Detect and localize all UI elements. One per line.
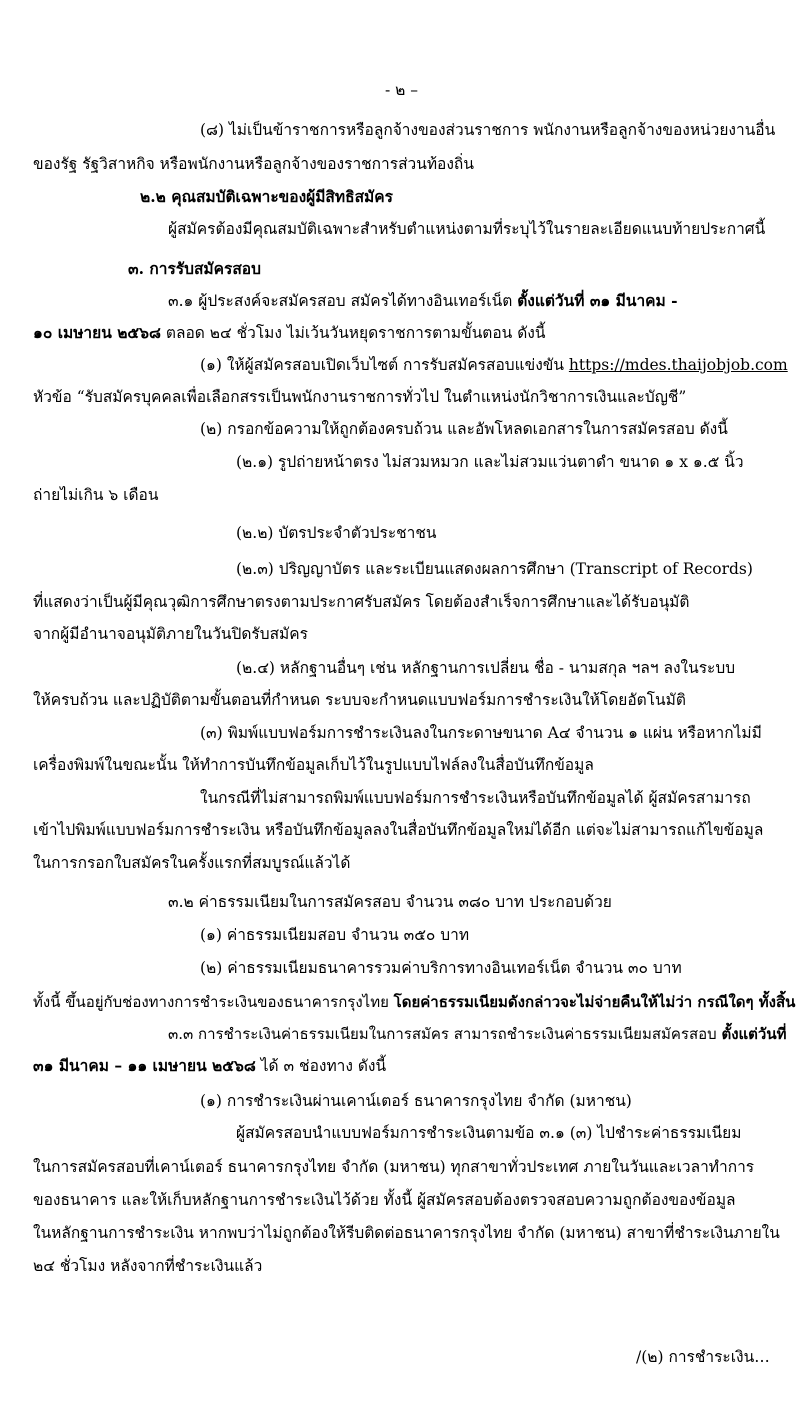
paragraph-line: ผู้สมัครสอบนำแบบฟอร์มการชำระเงินตามข้อ ๓.๑ (๓) ไปชำระค่าธรรมเนียม xyxy=(236,1124,742,1142)
paragraph-line: เข้าไปพิมพ์แบบฟอร์มการชำระเงิน หรือบันทึกข้อมูลลงในสื่อบันทึกข้อมูลใหม่ได้อีก แต่จะไม่สามารถแก้ไขข้อมูล xyxy=(33,821,764,839)
paragraph-line xyxy=(168,1024,796,1044)
paragraph-line: ของรัฐ รัฐวิสาหกิจ หรือพนักงานหรือลูกจ้างของราชการส่วนท้องถิ่น xyxy=(33,155,474,173)
application-period-end: ๑๐ เมษายน ๒๕๖๘ xyxy=(33,323,161,342)
paragraph-line: จากผู้มีอำนาจอนุมัติภายในวันปิดรับสมัคร xyxy=(33,625,308,643)
paragraph-line: (๘) ไม่เป็นข้าราชการหรือลูกจ้างของส่วนราชการ พนักงานหรือลูกจ้างของหน่วยงานอื่น xyxy=(200,121,776,139)
line-text: (๑) ให้ผู้สมัครสอบเปิดเว็บไซต์ การรับสมัครสอบแข่งขัน xyxy=(200,356,569,374)
paragraph-line: ในกรณีที่ไม่สามารถพิมพ์แบบฟอร์มการชำระเงินหรือบันทึกข้อมูลได้ ผู้สมัครสามารถ xyxy=(200,789,751,807)
paragraph-line: ให้ครบถ้วน และปฏิบัติตามขั้นตอนที่กำหนด ระบบจะกำหนดแบบฟอร์มการชำระเงินให้โดยอัตโนมัติ xyxy=(33,691,686,709)
line-text: ๓.๑ ผู้ประสงค์จะสมัครสอบ สมัครได้ทางอินเทอร์เน็ต xyxy=(168,292,518,310)
line-text: ตลอด ๒๔ ชั่วโมง ไม่เว้นวันหยุดราชการตามขั้นตอน ดังนี้ xyxy=(160,324,546,342)
paragraph-line: (๒.๔) หลักฐานอื่นๆ เช่น หลักฐานการเปลี่ยน ชื่อ - นามสกุล ฯลฯ ลงในระบบ xyxy=(236,659,736,677)
paragraph-line: ผู้สมัครต้องมีคุณสมบัติเฉพาะสำหรับตำแหน่งตามที่ระบุไว้ในรายละเอียดแนบท้ายประกาศนี้ xyxy=(168,220,766,238)
paragraph-line: ๒๔ ชั่วโมง หลังจากที่ชำระเงินแล้ว xyxy=(33,1257,263,1275)
continuation-note: /(๒) การชำระเงิน… xyxy=(636,1348,770,1366)
paragraph-line: หัวข้อ “รับสมัครบุคคลเพื่อเลือกสรรเป็นพนักงานราชการทั่วไป ในตำแหน่งนักวิชาการเงินและบัญชี” xyxy=(33,388,687,406)
paragraph-line: (๒.๑) รูปถ่ายหน้าตรง ไม่สวมหมวก และไม่สวมแว่นตาดำ ขนาด ๑ x ๑.๕ นิ้ว xyxy=(236,453,744,471)
paragraph-line: (๒.๒) บัตรประจำตัวประชาชน xyxy=(236,524,437,542)
paragraph-line: ในหลักฐานการชำระเงิน หากพบว่าไม่ถูกต้องให้รีบติดต่อธนาคารกรุงไทย จำกัด (มหาชน) สาขาที่ชำระเงินภายใน xyxy=(33,1224,780,1242)
section-heading: ๒.๒ คุณสมบัติเฉพาะของผู้มีสิทธิสมัคร xyxy=(140,187,393,206)
paragraph-line: (๒) ค่าธรรมเนียมธนาคารรวมค่าบริการทางอินเทอร์เน็ต จำนวน ๓๐ บาท xyxy=(200,959,682,977)
paragraph-line: (๓) พิมพ์แบบฟอร์มการชำระเงินลงในกระดาษขนาด A๔ จำนวน ๑ แผ่น หรือหากไม่มี xyxy=(200,724,762,742)
paragraph-line: (๒.๓) ปริญญาบัตร และระเบียนแสดงผลการศึกษา (Transcript of Records) xyxy=(236,560,753,578)
paragraph-line: (๑) ค่าธรรมเนียมสอบ จำนวน ๓๕๐ บาท xyxy=(200,926,470,944)
application-website-link[interactable]: https://mdes.thaijobjob.com xyxy=(568,356,788,374)
paragraph-line: ในการสมัครสอบที่เคาน์เตอร์ ธนาคารกรุงไทย จำกัด (มหาชน) ทุกสาขาทั่วประเทศ ภายในวันและเวลาทำการ xyxy=(33,1158,755,1176)
payment-period-start: ตั้งแต่วันที่ xyxy=(721,1025,787,1043)
paragraph-line: ที่แสดงว่าเป็นผู้มีคุณวุฒิการศึกษาตรงตามประกาศรับสมัคร โดยต้องสำเร็จการศึกษาและได้รับอนุมัติ xyxy=(33,593,690,611)
paragraph-line xyxy=(168,291,793,311)
paragraph-line: (๑) การชำระเงินผ่านเคาน์เตอร์ ธนาคารกรุงไทย จำกัด (มหาชน) xyxy=(200,1092,632,1110)
paragraph-line xyxy=(33,323,793,343)
non-refundable-notice: โดยค่าธรรมเนียมดังกล่าวจะไม่จ่ายคืนให้ไม่ว่า กรณีใดๆ ทั้งสิ้น xyxy=(393,993,796,1011)
paragraph-line xyxy=(33,992,798,1012)
paragraph-line: ของธนาคาร และให้เก็บหลักฐานการชำระเงินไว้ด้วย ทั้งนี้ ผู้สมัครสอบต้องตรวจสอบความถูกต้องของข้อมูล xyxy=(33,1191,736,1209)
application-period-start: ตั้งแต่วันที่ ๓๑ มีนาคม - xyxy=(517,291,678,310)
line-text: ทั้งนี้ ขึ้นอยู่กับช่องทางการชำระเงินของธนาคารกรุงไทย xyxy=(33,993,394,1011)
paragraph-line: (๒) กรอกข้อความให้ถูกต้องครบถ้วน และอัพโหลดเอกสารในการสมัครสอบ ดังนี้ xyxy=(200,420,728,438)
section-heading: ๓. การรับสมัครสอบ xyxy=(128,259,261,278)
paragraph-line: ๓.๒ ค่าธรรมเนียมในการสมัครสอบ จำนวน ๓๘๐ บาท ประกอบด้วย xyxy=(168,893,612,911)
paragraph-line xyxy=(200,355,795,375)
payment-period-end: ๓๑ มีนาคม – ๑๑ เมษายน ๒๕๖๘ xyxy=(33,1056,256,1075)
page-number: - ๒ – xyxy=(385,81,419,99)
line-text: ๓.๓ การชำระเงินค่าธรรมเนียมในการสมัคร สามารถชำระเงินค่าธรรมเนียมสมัครสอบ xyxy=(168,1025,722,1043)
paragraph-line: ถ่ายไม่เกิน ๖ เดือน xyxy=(33,486,159,504)
paragraph-line: ในการกรอกใบสมัครในครั้งแรกที่สมบูรณ์แล้วได้ xyxy=(33,854,351,872)
line-text: ได้ ๓ ช่องทาง ดังนี้ xyxy=(255,1057,387,1075)
paragraph-line xyxy=(33,1056,386,1076)
paragraph-line: เครื่องพิมพ์ในขณะนั้น ให้ทำการบันทึกข้อมูลเก็บไว้ในรูปแบบไฟล์ลงในสื่อบันทึกข้อมูล xyxy=(33,756,594,774)
